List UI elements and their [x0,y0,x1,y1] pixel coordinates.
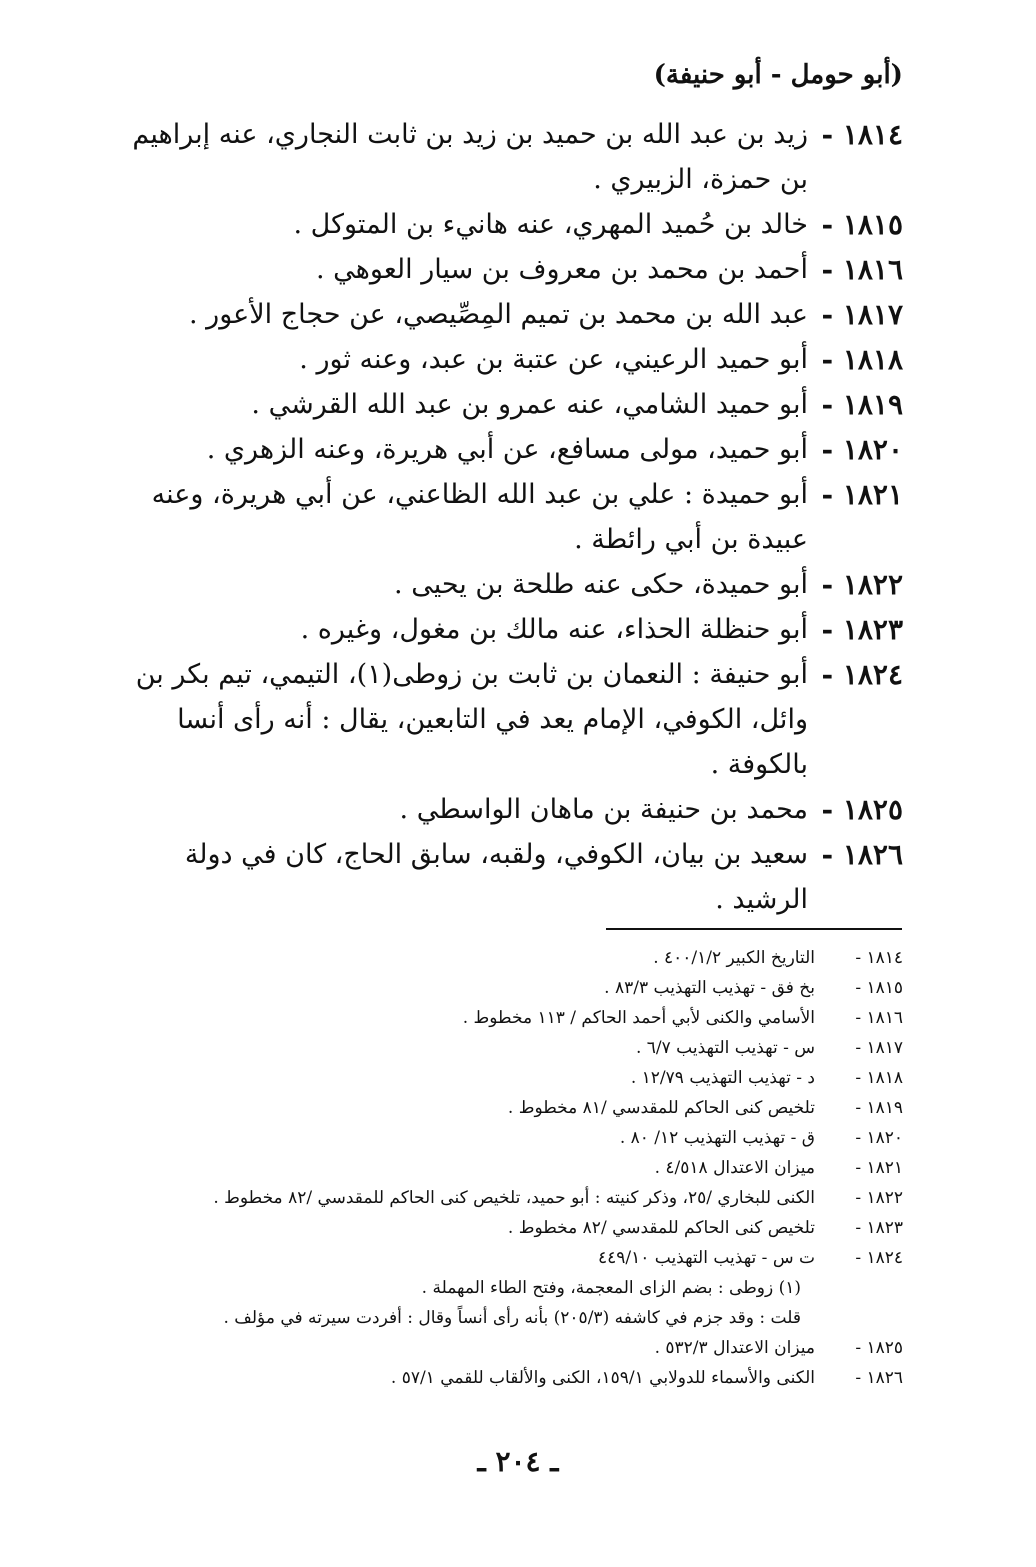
entry [103,112,903,202]
footnote-text: ق - تهذيب التهذيب ١٢/ ٨٠ . [619,1128,815,1148]
entry-number: ١٨٢٥ - [821,793,903,826]
entry-number: ١٨٢٤ - [821,658,903,691]
footnote [103,1063,903,1093]
entry [103,292,903,337]
entry-text: محمد بن حنيفة بن ماهان الواسطي . [399,794,808,825]
footnote [103,1123,903,1153]
footnote [103,1183,903,1213]
entry-number: ١٨١٤ - [821,118,903,151]
entry-number: ١٨٢٦ - [821,838,903,871]
page-header: (أبو حومل - أبو حنيفة) [653,60,903,90]
footnote-number: ١٨٢٤ - [855,1248,903,1268]
footnote-subnote-text: قلت : وقد جزم في كاشفه (٢٠٥/٣) بأنه رأى أنساً وقال : أفردت سيرته في مؤلف . [223,1308,801,1328]
entry [103,472,903,562]
entry-number: ١٨٢٢ - [821,568,903,601]
footnote-text: د - تهذيب التهذيب ١٢/٧٩ . [630,1068,815,1088]
footnote-text: التاريخ الكبير ٤٠٠/١/٢ . [653,948,815,968]
entry [103,337,903,382]
footnote-text: ميزان الاعتدال ٤/٥١٨ . [654,1158,815,1178]
footnote-subnote [103,1303,903,1333]
footnote [103,1213,903,1243]
entry-text: خالد بن حُميد المهري، عنه هانيء بن المتوكل . [293,209,808,240]
footnote-number: ١٨١٨ - [855,1068,903,1088]
footnote-number: ١٨١٦ - [855,1008,903,1028]
entry-text: أبو حميدة، حكى عنه طلحة بن يحيى . [394,569,808,600]
entry-text: زيد بن عبد الله بن حميد بن زيد بن ثابت النجاري، عنه إبراهيم بن حمزة، الزبيري . [132,119,808,195]
entry-number: ١٨٢٠ - [821,433,903,466]
footnote-number: ١٨٢٢ - [855,1188,903,1208]
footnote [103,973,903,1003]
footnote [103,1333,903,1363]
footnote [103,1093,903,1123]
entry [103,607,903,652]
footnote [103,1153,903,1183]
footnotes-list [103,943,903,1393]
entry [103,247,903,292]
footnote [103,1243,903,1273]
entry-number: ١٨١٩ - [821,388,903,421]
entry-text: سعيد بن بيان، الكوفي، ولقبه، سابق الحاج، كان في دولة الرشيد . [184,839,808,915]
footnote [103,1363,903,1393]
entry-number: ١٨١٦ - [821,253,903,286]
footnote [103,1033,903,1063]
entry-text: أبو حميد الشامي، عنه عمرو بن عبد الله القرشي . [251,389,808,420]
entry-text: أبو حميدة : علي بن عبد الله الظاعني، عن أبي هريرة، وعنه عبيدة بن أبي رائطة . [151,479,808,555]
entry-number: ١٨١٥ - [821,208,903,241]
entry [103,832,903,922]
footnote-number: ١٨١٥ - [855,978,903,998]
entry-text: عبد الله بن محمد بن تميم المِصِّيصي، عن حجاج الأعور . [189,299,808,330]
entry-number: ١٨١٧ - [821,298,903,331]
footnote-number: ١٨١٤ - [855,948,903,968]
entry-text: أبو حميد، مولى مسافع، عن أبي هريرة، وعنه الزهري . [206,434,808,465]
entry-number: ١٨٢٣ - [821,613,903,646]
footnote-text: تلخيص كنى الحاكم للمقدسي /٨٢ مخطوط . [507,1218,815,1238]
entry-text: أبو حميد الرعيني، عن عتبة بن عبد، وعنه ثور . [299,344,808,375]
entry [103,652,903,787]
footnote-text: الكنى للبخاري /٢٥، وذكر كنيته : أبو حميد، تلخيص كنى الحاكم للمقدسي /٨٢ مخطوط . [213,1188,815,1208]
footnote-text: س - تهذيب التهذيب ٦/٧ . [635,1038,815,1058]
footnote [103,1003,903,1033]
footnote-text: الكنى والأسماء للدولابي ١٥٩/١، الكنى والألقاب للقمي ٥٧/١ . [390,1368,815,1388]
entry [103,787,903,832]
entry-text: أحمد بن محمد بن معروف بن سيار العوهي . [316,254,808,285]
entry-number: ١٨٢١ - [821,478,903,511]
footnote-text: الأسامي والكنى لأبي أحمد الحاكم / ١١٣ مخطوط . [462,1008,815,1028]
footnote-text: تلخيص كنى الحاكم للمقدسي /٨١ مخطوط . [507,1098,815,1118]
footnote-separator [606,928,902,930]
footnote-number: ١٨٢٦ - [855,1368,903,1388]
footnote-number: ١٨٢٥ - [855,1338,903,1358]
entry-text: أبو حنظلة الحذاء، عنه مالك بن مغول، وغيره . [300,614,808,645]
entry [103,562,903,607]
footnote-number: ١٨٢٠ - [855,1128,903,1148]
footnote-subnote-text: (١) زوطى : بضم الزاى المعجمة، وفتح الطاء المهملة . [421,1278,801,1298]
footnote-number: ١٨٢١ - [855,1158,903,1178]
entry-text: أبو حنيفة : النعمان بن ثابت بن زوطى(١)، التيمي، تيم بكر بن وائل، الكوفي، الإمام يعد في التابعين، يقال : أنه رأى أنسا بالكوفة . [135,659,808,780]
footnote-text: بخ فق - تهذيب التهذيب ٨٣/٣ . [604,978,815,998]
entry [103,202,903,247]
entry [103,427,903,472]
footnote-subnote [103,1273,903,1303]
footnote [103,943,903,973]
footnote-text: ت س - تهذيب التهذيب ٤٤٩/١٠ [597,1248,815,1268]
entry [103,382,903,427]
entries-list [103,112,903,922]
footnote-number: ١٨١٩ - [855,1098,903,1118]
footnote-number: ١٨٢٣ - [855,1218,903,1238]
entry-number: ١٨١٨ - [821,343,903,376]
footnote-number: ١٨١٧ - [855,1038,903,1058]
footnote-text: ميزان الاعتدال ٥٣٢/٣ . [654,1338,815,1358]
page-number: ـ ٢٠٤ ـ [477,1445,559,1478]
